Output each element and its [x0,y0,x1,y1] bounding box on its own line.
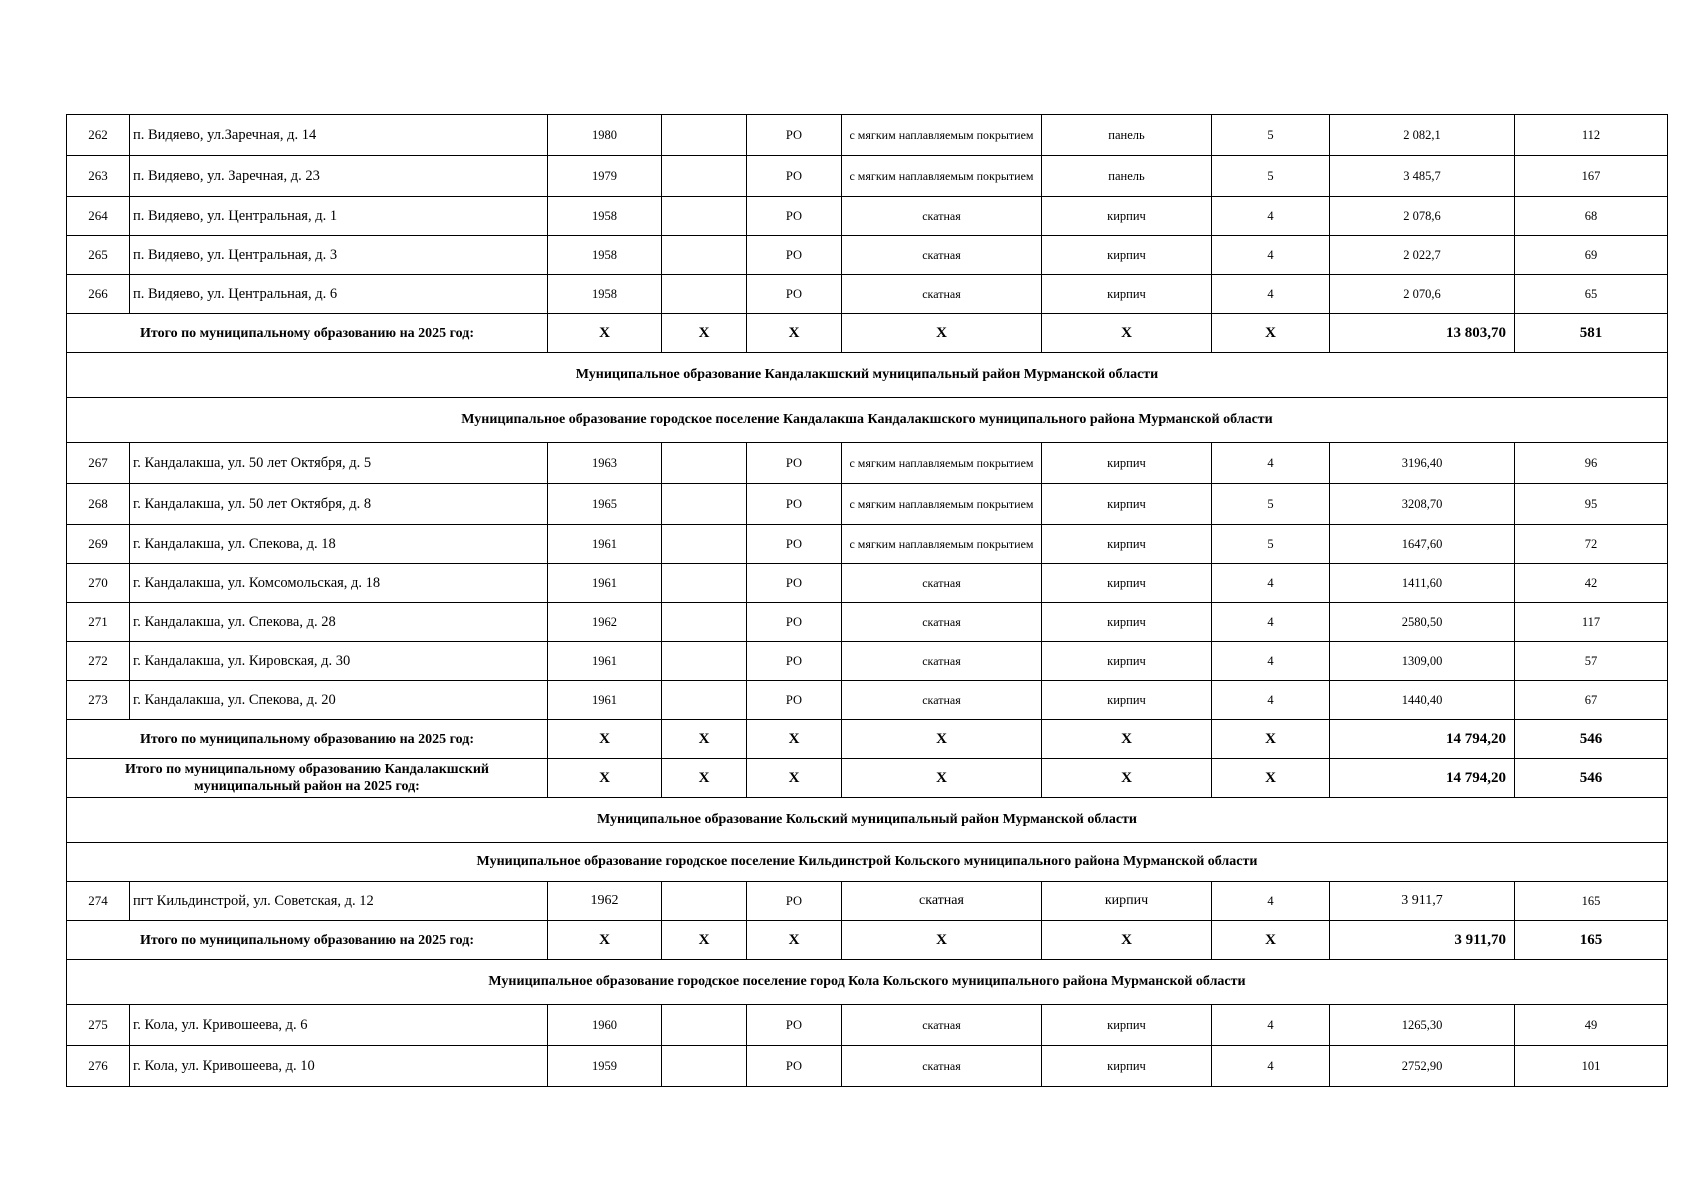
roof-type-cell: с мягким наплавляемым покрытием [842,115,1042,156]
floors-cell: 5 [1212,156,1330,197]
total-x-cell: X [1042,759,1212,798]
address-cell: г. Кандалакша, ул. Спекова, д. 18 [130,525,548,564]
address-cell: п. Видяево, ул. Заречная, д. 23 [130,156,548,197]
wall-material-cell: кирпич [1042,603,1212,642]
total-x-cell: X [747,921,842,960]
wall-material-cell: панель [1042,156,1212,197]
year-cell: 1979 [548,156,662,197]
total-x-cell: X [842,759,1042,798]
total-x-cell: X [747,720,842,759]
total-x-cell: X [662,720,747,759]
empty-cell [662,197,747,236]
residents-cell: 57 [1515,642,1668,681]
year-cell: 1980 [548,115,662,156]
area-cell: 1440,40 [1330,681,1515,720]
address-cell: п. Видяево, ул.Заречная, д. 14 [130,115,548,156]
area-cell: 2752,90 [1330,1046,1515,1087]
table-row [67,642,1668,681]
total-x-cell: X [1212,720,1330,759]
residents-cell: 96 [1515,443,1668,484]
area-cell: 1265,30 [1330,1005,1515,1046]
total-residents-cell: 165 [1515,921,1668,960]
address-cell: пгт Кильдинстрой, ул. Советская, д. 12 [130,882,548,921]
table-row [67,443,1668,484]
ro-cell: РО [747,1005,842,1046]
table-row [67,1046,1668,1087]
ro-cell: РО [747,525,842,564]
total-x-cell: X [1212,759,1330,798]
wall-material-cell: кирпич [1042,681,1212,720]
wall-material-cell: кирпич [1042,236,1212,275]
empty-cell [662,1046,747,1087]
area-cell: 2 078,6 [1330,197,1515,236]
total-row [67,720,1668,759]
row-number-cell: 274 [67,882,130,921]
total-x-cell: X [1212,921,1330,960]
section-header: Муниципальное образование городское поселение Кандалакша Кандалакшского муниципального района Мурманской области [67,398,1668,443]
area-cell: 3208,70 [1330,484,1515,525]
floors-cell: 4 [1212,1005,1330,1046]
ro-cell: РО [747,681,842,720]
section-header-row [67,353,1668,398]
year-cell: 1958 [548,197,662,236]
total-area-cell: 14 794,20 [1330,759,1515,798]
residents-cell: 112 [1515,115,1668,156]
residents-cell: 49 [1515,1005,1668,1046]
ro-cell: РО [747,115,842,156]
total-x-cell: X [842,314,1042,353]
area-cell: 1309,00 [1330,642,1515,681]
area-cell: 2580,50 [1330,603,1515,642]
roof-type-cell: скатная [842,603,1042,642]
roof-type-cell: с мягким наплавляемым покрытием [842,156,1042,197]
floors-cell: 5 [1212,484,1330,525]
ro-cell: РО [747,484,842,525]
ro-cell: РО [747,603,842,642]
total-row [67,921,1668,960]
section-header: Муниципальное образование городское поселение Кильдинстрой Кольского муниципального района Мурманской области [67,843,1668,882]
table-row [67,603,1668,642]
year-cell: 1958 [548,236,662,275]
table-row [67,564,1668,603]
table-row [67,115,1668,156]
address-cell: г. Кандалакша, ул. Комсомольская, д. 18 [130,564,548,603]
ro-cell: РО [747,882,842,921]
total-area-cell: 3 911,70 [1330,921,1515,960]
total-row [67,314,1668,353]
address-cell: г. Кола, ул. Кривошеева, д. 6 [130,1005,548,1046]
floors-cell: 4 [1212,642,1330,681]
empty-cell [662,443,747,484]
total-x-cell: X [662,759,747,798]
section-header-row [67,798,1668,843]
roof-type-cell: скатная [842,236,1042,275]
address-cell: г. Кандалакша, ул. Спекова, д. 28 [130,603,548,642]
row-number-cell: 262 [67,115,130,156]
empty-cell [662,642,747,681]
section-header-row [67,398,1668,443]
roof-type-cell: скатная [842,564,1042,603]
total-row [67,759,1668,798]
row-number-cell: 263 [67,156,130,197]
total-x-cell: X [1042,314,1212,353]
ro-cell: РО [747,642,842,681]
roof-type-cell: с мягким наплавляемым покрытием [842,484,1042,525]
residents-cell: 165 [1515,882,1668,921]
wall-material-cell: кирпич [1042,564,1212,603]
table-body [67,115,1668,1087]
year-cell: 1961 [548,525,662,564]
wall-material-cell: кирпич [1042,443,1212,484]
ro-cell: РО [747,275,842,314]
residents-cell: 67 [1515,681,1668,720]
ro-cell: РО [747,1046,842,1087]
roof-type-cell: скатная [842,642,1042,681]
wall-material-cell: кирпич [1042,484,1212,525]
residents-cell: 117 [1515,603,1668,642]
total-x-cell: X [662,314,747,353]
area-cell: 3 485,7 [1330,156,1515,197]
empty-cell [662,681,747,720]
roof-type-cell: скатная [842,197,1042,236]
total-area-cell: 14 794,20 [1330,720,1515,759]
area-cell: 1411,60 [1330,564,1515,603]
empty-cell [662,603,747,642]
empty-cell [662,484,747,525]
document-sheet [66,114,1668,1087]
row-number-cell: 264 [67,197,130,236]
section-header: Муниципальное образование Кольский муниципальный район Мурманской области [67,798,1668,843]
year-cell: 1959 [548,1046,662,1087]
table-row [67,1005,1668,1046]
total-x-cell: X [747,314,842,353]
section-header: Муниципальное образование Кандалакшский муниципальный район Мурманской области [67,353,1668,398]
table-row [67,197,1668,236]
floors-cell: 4 [1212,1046,1330,1087]
wall-material-cell: кирпич [1042,882,1212,921]
roof-type-cell: с мягким наплавляемым покрытием [842,443,1042,484]
total-residents-cell: 546 [1515,759,1668,798]
floors-cell: 4 [1212,564,1330,603]
address-cell: г. Кола, ул. Кривошеева, д. 10 [130,1046,548,1087]
ro-cell: РО [747,236,842,275]
total-x-cell: X [548,720,662,759]
year-cell: 1963 [548,443,662,484]
empty-cell [662,236,747,275]
total-x-cell: X [747,759,842,798]
total-x-cell: X [842,921,1042,960]
total-x-cell: X [1212,314,1330,353]
total-x-cell: X [842,720,1042,759]
total-x-cell: X [548,759,662,798]
ro-cell: РО [747,197,842,236]
total-x-cell: X [1042,921,1212,960]
empty-cell [662,525,747,564]
address-cell: г. Кандалакша, ул. Спекова, д. 20 [130,681,548,720]
year-cell: 1965 [548,484,662,525]
year-cell: 1958 [548,275,662,314]
roof-type-cell: скатная [842,882,1042,921]
floors-cell: 4 [1212,603,1330,642]
row-number-cell: 269 [67,525,130,564]
floors-cell: 4 [1212,197,1330,236]
address-cell: п. Видяево, ул. Центральная, д. 6 [130,275,548,314]
residents-cell: 42 [1515,564,1668,603]
roof-type-cell: скатная [842,1046,1042,1087]
address-cell: г. Кандалакша, ул. Кировская, д. 30 [130,642,548,681]
residents-cell: 65 [1515,275,1668,314]
address-cell: п. Видяево, ул. Центральная, д. 3 [130,236,548,275]
wall-material-cell: кирпич [1042,275,1212,314]
address-cell: г. Кандалакша, ул. 50 лет Октября, д. 8 [130,484,548,525]
total-label: Итого по муниципальному образованию на 2025 год: [67,921,548,960]
ro-cell: РО [747,443,842,484]
empty-cell [662,882,747,921]
area-cell: 2 022,7 [1330,236,1515,275]
section-header-row [67,960,1668,1005]
area-cell: 2 082,1 [1330,115,1515,156]
total-residents-cell: 581 [1515,314,1668,353]
total-label: Итого по муниципальному образованию Кандалакшский муниципальный район на 2025 год: [67,759,548,798]
wall-material-cell: кирпич [1042,642,1212,681]
table-row [67,882,1668,921]
row-number-cell: 272 [67,642,130,681]
roof-type-cell: скатная [842,1005,1042,1046]
wall-material-cell: кирпич [1042,525,1212,564]
ro-cell: РО [747,564,842,603]
total-label: Итого по муниципальному образованию на 2025 год: [67,314,548,353]
residents-cell: 95 [1515,484,1668,525]
roof-type-cell: с мягким наплавляемым покрытием [842,525,1042,564]
row-number-cell: 270 [67,564,130,603]
row-number-cell: 266 [67,275,130,314]
row-number-cell: 276 [67,1046,130,1087]
area-cell: 3196,40 [1330,443,1515,484]
empty-cell [662,115,747,156]
floors-cell: 4 [1212,236,1330,275]
total-x-cell: X [1042,720,1212,759]
empty-cell [662,275,747,314]
housing-table [66,114,1668,1087]
floors-cell: 4 [1212,882,1330,921]
wall-material-cell: панель [1042,115,1212,156]
residents-cell: 101 [1515,1046,1668,1087]
table-row [67,525,1668,564]
total-x-cell: X [548,314,662,353]
year-cell: 1962 [548,882,662,921]
total-x-cell: X [662,921,747,960]
residents-cell: 167 [1515,156,1668,197]
row-number-cell: 265 [67,236,130,275]
residents-cell: 68 [1515,197,1668,236]
wall-material-cell: кирпич [1042,1005,1212,1046]
wall-material-cell: кирпич [1042,1046,1212,1087]
floors-cell: 5 [1212,115,1330,156]
section-header: Муниципальное образование городское поселение город Кола Кольского муниципального района Мурманской области [67,960,1668,1005]
area-cell: 1647,60 [1330,525,1515,564]
roof-type-cell: скатная [842,275,1042,314]
year-cell: 1960 [548,1005,662,1046]
total-area-cell: 13 803,70 [1330,314,1515,353]
section-header-row [67,843,1668,882]
empty-cell [662,564,747,603]
row-number-cell: 275 [67,1005,130,1046]
wall-material-cell: кирпич [1042,197,1212,236]
row-number-cell: 273 [67,681,130,720]
year-cell: 1961 [548,564,662,603]
floors-cell: 4 [1212,275,1330,314]
floors-cell: 5 [1212,525,1330,564]
year-cell: 1961 [548,681,662,720]
total-residents-cell: 546 [1515,720,1668,759]
year-cell: 1961 [548,642,662,681]
table-row [67,484,1668,525]
total-label: Итого по муниципальному образованию на 2025 год: [67,720,548,759]
address-cell: п. Видяево, ул. Центральная, д. 1 [130,197,548,236]
floors-cell: 4 [1212,443,1330,484]
year-cell: 1962 [548,603,662,642]
empty-cell [662,156,747,197]
row-number-cell: 271 [67,603,130,642]
residents-cell: 69 [1515,236,1668,275]
ro-cell: РО [747,156,842,197]
table-row [67,275,1668,314]
area-cell: 2 070,6 [1330,275,1515,314]
empty-cell [662,1005,747,1046]
residents-cell: 72 [1515,525,1668,564]
row-number-cell: 267 [67,443,130,484]
address-cell: г. Кандалакша, ул. 50 лет Октября, д. 5 [130,443,548,484]
floors-cell: 4 [1212,681,1330,720]
area-cell: 3 911,7 [1330,882,1515,921]
table-row [67,236,1668,275]
row-number-cell: 268 [67,484,130,525]
total-x-cell: X [548,921,662,960]
table-row [67,681,1668,720]
table-row [67,156,1668,197]
roof-type-cell: скатная [842,681,1042,720]
